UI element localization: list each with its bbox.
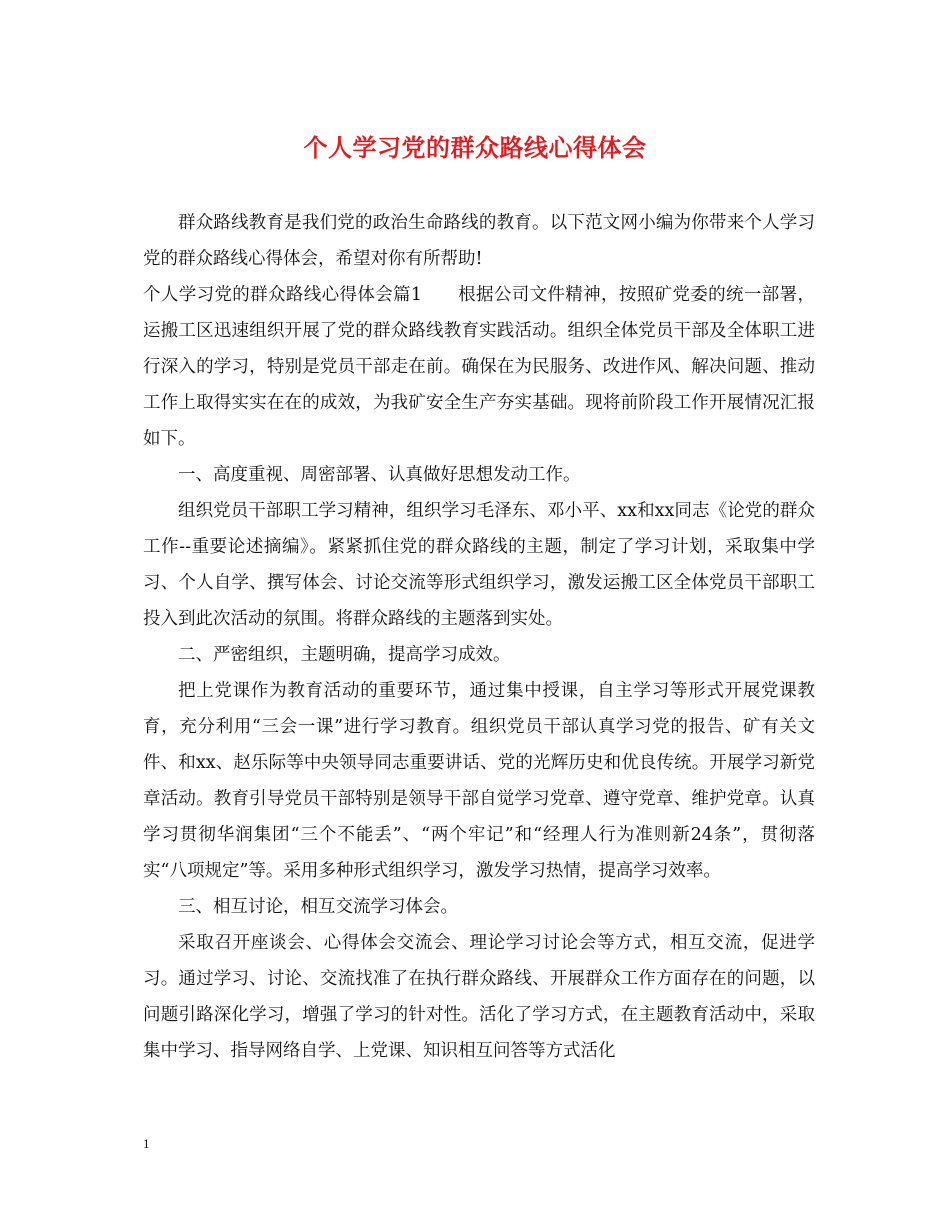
section-paragraph: 个人学习党的群众路线心得体会篇1 根据公司文件精神，按照矿党委的统一部署，运搬工区迅速组织开展了党的群众路线教育实践活动。组织全体党员干部及全体职工进行深入的学习，特别是党员干部走在前。确保在为民服务、改进作风、解决问题、推动工作上取得实实在在的成效，为我矿安全生产夯实基础。现将前阶段工作开展情况汇报如下。: [143, 285, 815, 449]
document-body: [143, 205, 815, 1069]
intro-paragraph: 群众路线教育是我们党的政治生命路线的教育。以下范文网小编为你带来个人学习党的群众路线心得体会，希望对你有所帮助!: [143, 213, 815, 269]
heading-paragraph-1: 一、高度重视、周密部署、认真做好思想发动工作。: [178, 465, 581, 485]
body-paragraph: 把上党课作为教育活动的重要环节，通过集中授课，自主学习等形式开展党课教育，充分利用“三会一课”进行学习教育。组织党员干部认真学习党的报告、矿有关文件、和xx、赵乐际等中央领导同志重要讲话、党的光辉历史和优良传统。开展学习新党章活动。教育引导党员干部特别是领导干部自觉学习党章、遵守党章、维护党章。认真学习贯彻华润集团“三个不能丢”、“两个牢记”和“经理人行为准则新24条”，贯彻落实“八项规定”等。采用多种形式组织学习，激发学习热情，提高学习效率。: [143, 681, 815, 881]
heading-paragraph-2: 二、严密组织，主题明确，提高学习成效。: [178, 645, 511, 665]
page-number: 1: [143, 1136, 150, 1151]
body-paragraph: 组织党员干部职工学习精神，组织学习毛泽东、邓小平、xx和xx同志《论党的群众工作--重要论述摘编》。紧紧抓住党的群众路线的主题，制定了学习计划，采取集中学习、个人自学、撰写体会、讨论交流等形式组织学习，激发运搬工区全体党员干部职工投入到此次活动的氛围。将群众路线的主题落到实处。: [143, 501, 815, 629]
document-title: 个人学习党的群众路线心得体会: [303, 133, 647, 162]
heading-paragraph-3: 三、相互讨论，相互交流学习体会。: [178, 897, 458, 917]
body-paragraph: 采取召开座谈会、心得体会交流会、理论学习讨论会等方式，相互交流，促进学习。通过学习、讨论、交流找准了在执行群众路线、开展群众工作方面存在的问题，以问题引路深化学习，增强了学习的针对性。活化了学习方式，在主题教育活动中，采取集中学习、指导网络自学、上党课、知识相互问答等方式活化: [143, 933, 815, 1061]
